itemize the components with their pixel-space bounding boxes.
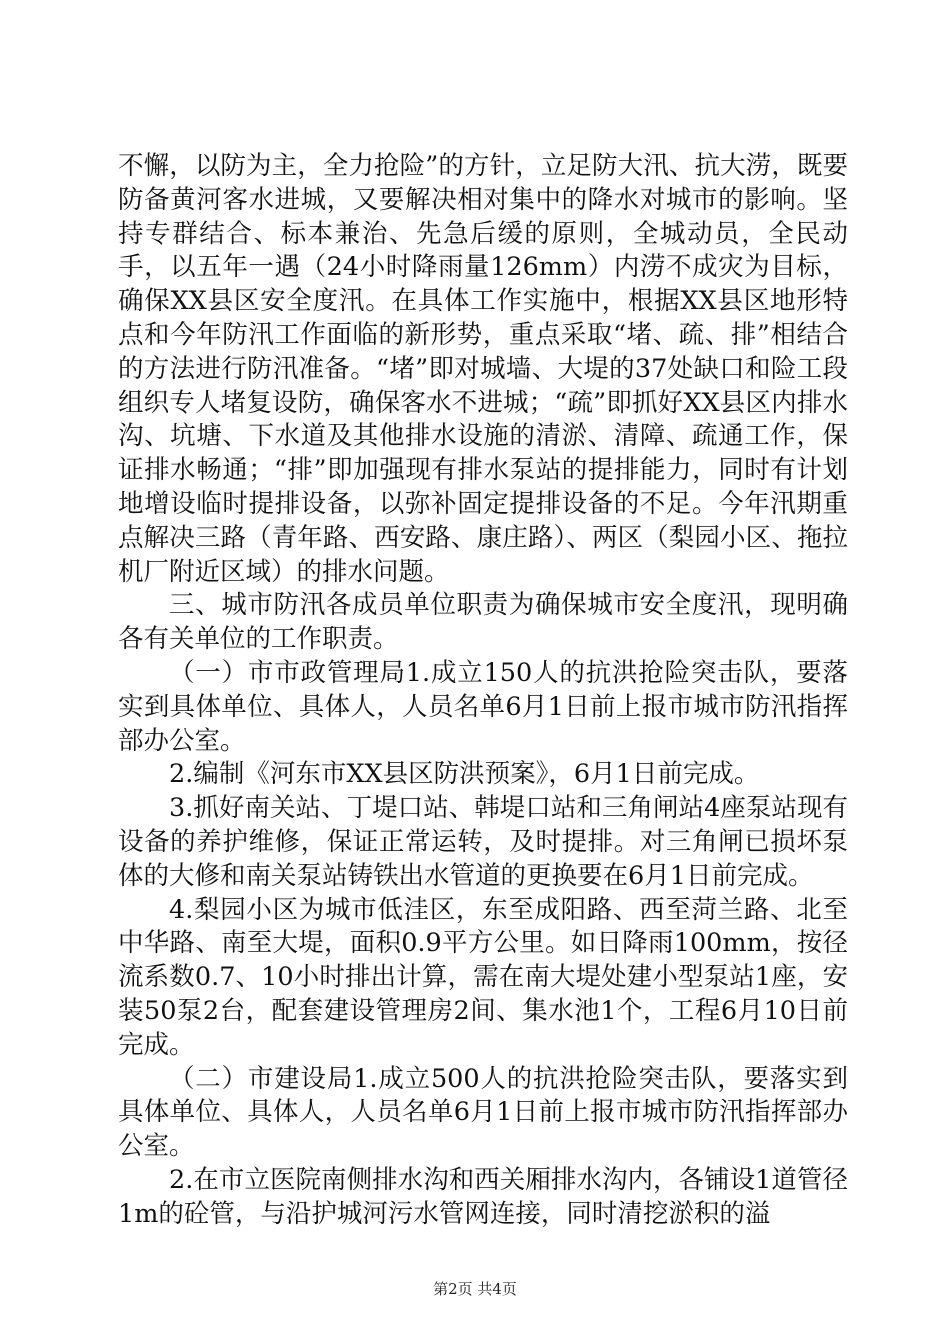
paragraph-municipal-bureau-item-4: 4.梨园小区为城市低洼区，东至成阳路、西至菏兰路、北至中华路、南至大堤，面积0.9平方公里。如日降雨100mm，按径流系数0.7、10小时排出计算，需在南大堤处建小型泵站1座，安装50泵2台，配套建设管理房2间、集水池1个，工程6月10日前完成。: [118, 894, 848, 1060]
document-body: [118, 150, 848, 1232]
paragraph-municipal-bureau-item-2: 2.编制《河东市XX县区防洪预案》，6月1日前完成。: [169, 759, 760, 790]
page-number-footer: 第2页 共4页: [433, 1280, 517, 1298]
paragraph-municipal-bureau-item-3: 3.抓好南关站、丁堤口站、韩堤口站和三角闸站4座泵站现有设备的养护维修，保证正常运转，及时提排。对三角闸已损坏泵体的大修和南关泵站铸铁出水管道的更换要在6月1日前完成。: [118, 793, 848, 891]
paragraph-municipal-bureau-item-1: （一）市市政管理局1.成立150人的抗洪抢险突击队，要落实到具体单位、具体人，人员名单6月1日前上报市城市防汛指挥部办公室。: [118, 657, 848, 756]
paragraph-flood-policy: 不懈，以防为主，全力抢险”的方针，立足防大汛、抗大涝，既要防备黄河客水进城，又要解决相对集中的降水对城市的影响。坚持专群结合、标本兼治、先急后缓的原则，全城动员，全民动手，以五年一遇（24小时降雨量126mm）内涝不成灾为目标，确保XX县区安全度汛。在具体工作实施中，根据XX县区地形特点和今年防汛工作面临的新形势，重点采取“堵、疏、排”相结合的方法进行防汛准备。“堵”即对城墙、大堤的37处缺口和险工段组织专人堵复设防，确保客水不进城；“疏”即抓好XX县区内排水沟、坑塘、下水道及其他排水设施的清淤、清障、疏通工作，保证排水畅通；“排”即加强现有排水泵站的提排能力，同时有计划地增设临时提排设备，以弥补固定提排设备的不足。今年汛期重点解决三路（青年路、西安路、康庄路）、两区（梨园小区、拖拉机厂附近区域）的排水问题。: [118, 151, 848, 587]
paragraph-construction-bureau-item-2: 2.在市立医院南侧排水沟和西关厢排水沟内，各铺设1道管径1m的砼管，与沿护城河污水管网连接，同时清挖淤积的溢: [118, 1164, 848, 1229]
paragraph-section-three: 三、城市防汛各成员单位职责为确保城市安全度汛，现明确各有关单位的工作职责。: [118, 590, 848, 655]
paragraph-construction-bureau-item-1: （二）市建设局1.成立500人的抗洪抢险突击队，要落实到具体单位、具体人，人员名单6月1日前上报市城市防汛指挥部办公室。: [118, 1063, 848, 1162]
